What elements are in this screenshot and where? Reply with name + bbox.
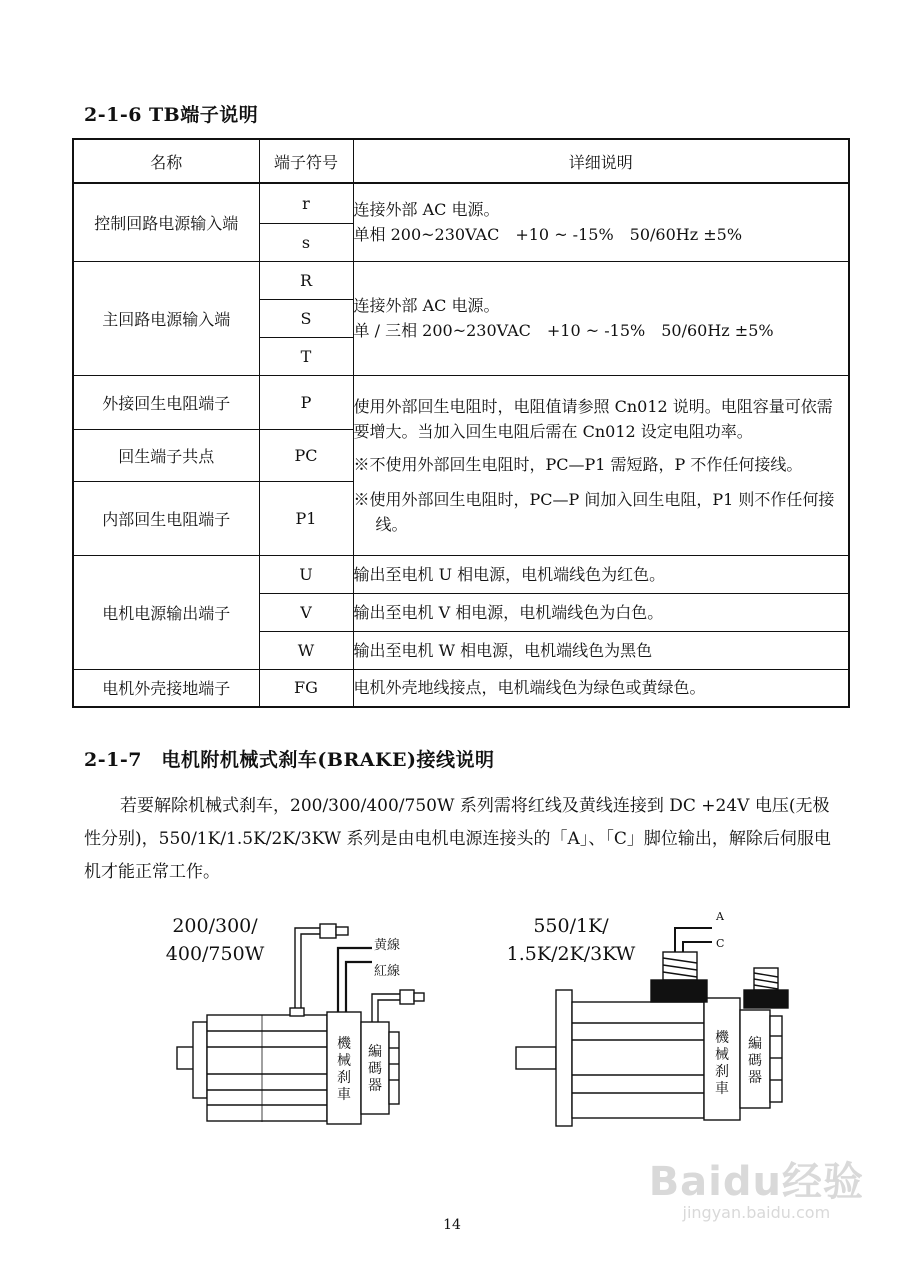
regen-common-name: 回生端子共点 (73, 429, 259, 481)
left-label-line1: 200/300/ (172, 915, 258, 937)
symbol-s: s (259, 223, 353, 261)
ext-regen-name: 外接回生电阻端子 (73, 375, 259, 429)
symbol-S: S (259, 299, 353, 337)
symbol-V: V (259, 593, 353, 631)
symbol-P1: P1 (259, 481, 353, 555)
main-power-desc-1: 连接外部 AC 电源。 (353, 296, 500, 315)
motor-out-u-desc: 输出至电机 U 相电源，电机端线色为红色。 (353, 555, 849, 593)
right-label-line1: 550/1K/ (533, 915, 609, 937)
watermark-brand: Baidu经验 (648, 1159, 864, 1205)
control-power-desc-2: 单相 200~230VAC +10 ~ -15% 50/60Hz ±5% (353, 225, 743, 245)
right-brake-text: 機械刹車 (715, 1030, 729, 1097)
watermark-url: jingyan.baidu.com (682, 1203, 831, 1222)
right-label-line2: 1.5K/2K/3KW (506, 943, 636, 965)
regen-note-3: ※使用外部回生电阻时，PC—P 间加入回生电阻，P1 则不作任何接线。 (353, 489, 835, 534)
symbol-PC: PC (259, 429, 353, 481)
section-title-tb-terminals: 2-1-6 TB端子说明 (84, 104, 259, 126)
control-power-name: 控制回路电源输入端 (73, 183, 259, 261)
regen-note-2: ※不使用外部回生电阻时，PC—P1 需短路，P 不作任何接线。 (353, 454, 803, 474)
symbol-R: R (259, 261, 353, 299)
red-wire-label: 紅線 (374, 964, 401, 979)
pin-a-label: A (716, 910, 724, 923)
section-title-brake-wiring: 2-1-7 电机附机械式刹车(BRAKE)接线说明 (84, 749, 495, 771)
motor-out-name: 电机电源输出端子 (73, 555, 259, 669)
right-figure-label (500, 912, 642, 968)
main-power-name: 主回路电源输入端 (73, 261, 259, 375)
pin-c-label: C (716, 937, 725, 950)
motor-out-w-desc: 输出至电机 W 相电源，电机端线色为黑色 (353, 631, 849, 669)
left-figure-label (150, 912, 280, 968)
brake-paragraph-text: 若要解除机械式刹车，200/300/400/750W 系列需将红线及黄线连接到 DC +24V 电压(无极性分别)，550/1K/1.5K/2K/3KW 系列是由电机电源连接头的「A」、「C」脚位输出，解除后伺服电机才能正常工作。 (84, 796, 831, 882)
header-name: 名称 (73, 139, 259, 183)
ground-desc: 电机外壳地线接点，电机端线色为绿色或黄绿色。 (353, 669, 849, 707)
symbol-r: r (259, 183, 353, 223)
symbol-T: T (259, 337, 353, 375)
left-encoder-text: 編碼器 (368, 1044, 382, 1094)
left-brake-text: 機械刹車 (337, 1036, 351, 1103)
symbol-U: U (259, 555, 353, 593)
symbol-P: P (259, 375, 353, 429)
page-number: 14 (443, 1217, 461, 1233)
header-symbol: 端子符号 (259, 139, 353, 183)
left-label-line2: 400/750W (165, 943, 265, 965)
main-power-desc-2: 单 / 三相 200~230VAC +10 ~ -15% 50/60Hz ±5% (353, 321, 774, 340)
right-encoder-text: 編碼器 (748, 1036, 762, 1086)
baidu-watermark (649, 1150, 864, 1222)
ground-name: 电机外壳接地端子 (73, 669, 259, 707)
motor-out-v-desc: 输出至电机 V 相电源，电机端线色为白色。 (353, 593, 849, 631)
int-regen-name: 内部回生电阻端子 (73, 481, 259, 555)
header-detail: 详细说明 (353, 139, 849, 183)
yellow-wire-label: 黄線 (374, 938, 401, 953)
regen-note-1: 使用外部回生电阻时，电阻值请参照 Cn012 说明。电阻容量可依需要增大。当加入回生电阻后需在 Cn012 设定电阻功率。 (353, 396, 833, 441)
control-power-desc-1: 连接外部 AC 电源。 (353, 200, 500, 220)
symbol-FG: FG (259, 669, 353, 707)
symbol-W: W (259, 631, 353, 669)
